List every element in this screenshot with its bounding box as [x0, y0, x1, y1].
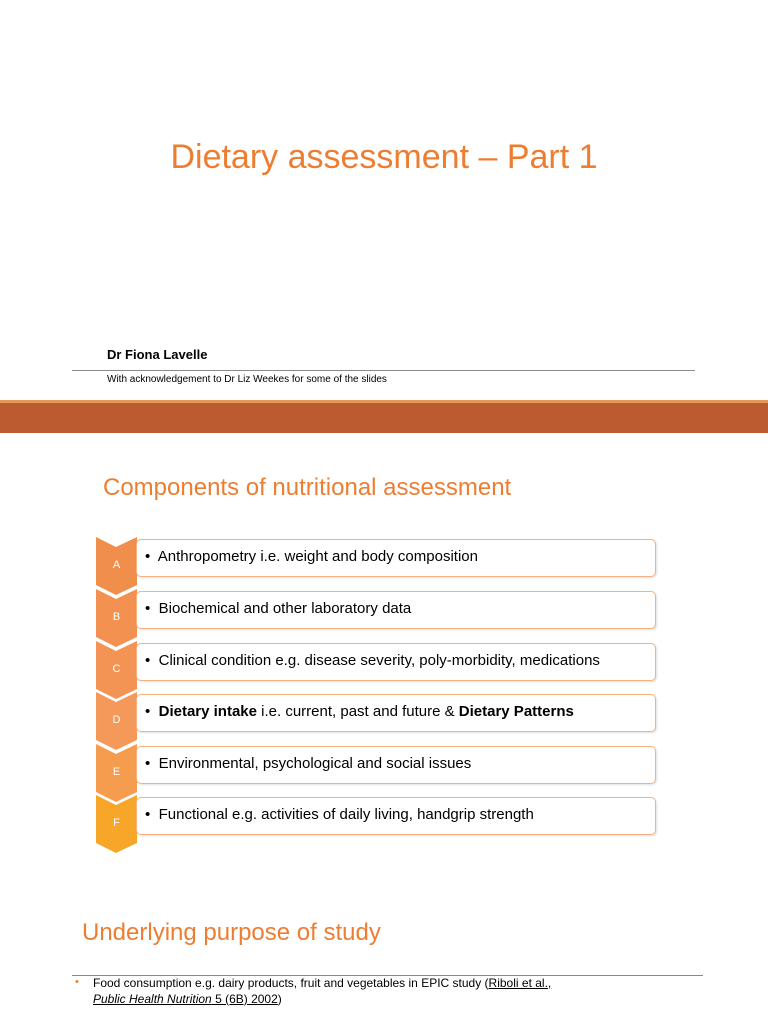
component-text: • Anthropometry i.e. weight and body composition: [145, 548, 478, 565]
component-text: • Environmental, psychological and social issues: [145, 755, 472, 772]
component-text: • Clinical condition e.g. disease severity, poly-morbidity, medications: [145, 652, 600, 669]
component-box: [136, 694, 656, 732]
component-item-a: [96, 539, 658, 579]
component-item-d: [96, 694, 658, 734]
component-box: [136, 643, 656, 681]
component-text: • Biochemical and other laboratory data: [145, 600, 412, 617]
component-item-b: [96, 591, 658, 631]
component-item-e: [96, 746, 658, 786]
component-letter: F: [113, 817, 120, 829]
slide-separator-band: [0, 400, 768, 433]
presenter-name: Dr Fiona Lavelle: [107, 347, 208, 362]
component-text: • Dietary intake i.e. current, past and future & Dietary Patterns: [145, 703, 574, 720]
component-box: [136, 539, 656, 577]
purpose-title: Underlying purpose of study: [82, 919, 381, 946]
slide-title: Dietary assessment – Part 1: [170, 138, 598, 176]
citation-link[interactable]: Riboli et al.,: [488, 976, 552, 990]
component-item-f: [96, 797, 658, 837]
components-title: Components of nutritional assessment: [103, 474, 512, 501]
purpose-text-line-1: [93, 976, 551, 990]
component-letter: E: [112, 766, 121, 778]
component-box: [136, 746, 656, 784]
component-item-c: [96, 643, 658, 683]
component-text: • Functional e.g. activities of daily living, handgrip strength: [145, 806, 534, 823]
bullet-marker: •: [75, 976, 79, 988]
component-letter: C: [112, 663, 121, 675]
component-box: [136, 797, 656, 835]
purpose-text-line-2: Public Health Nutrition 5 (6B) 2002): [93, 992, 282, 1006]
component-letter: A: [112, 559, 121, 571]
component-letter: B: [112, 611, 121, 623]
citation-link-continued[interactable]: Public Health Nutrition 5 (6B) 2002: [93, 992, 278, 1006]
component-letter: D: [112, 714, 121, 726]
component-box: [136, 591, 656, 629]
body-text: Food consumption e.g. dairy products, fruit and vegetables in EPIC study (: [93, 976, 489, 990]
divider-line: [72, 370, 695, 371]
acknowledgement-text: With acknowledgement to Dr Liz Weekes for some of the slides: [107, 374, 387, 385]
